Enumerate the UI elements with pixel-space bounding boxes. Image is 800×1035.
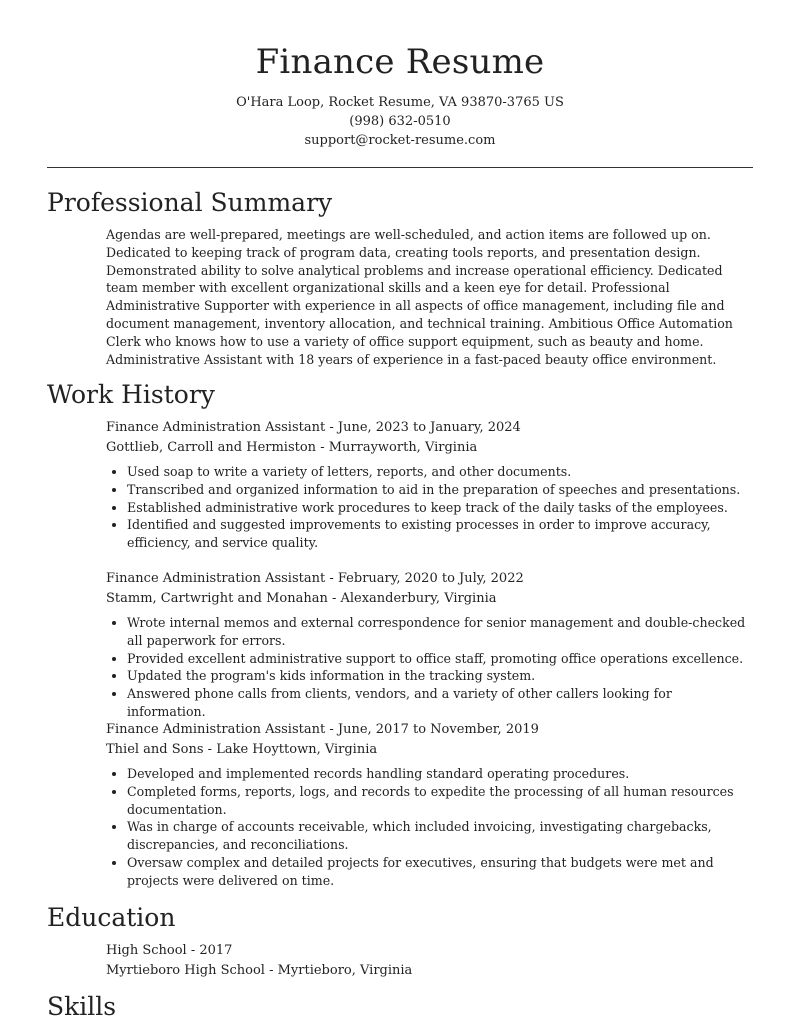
- contact-phone: (998) 632-0510: [349, 114, 451, 129]
- job-bullet: • Provided excellent administrative support to office staff, promoting office operations excellence.: [127, 650, 752, 668]
- job-bullet: • Used soap to write a variety of letters, reports, and other documents.: [127, 463, 752, 481]
- education-heading: Education: [47, 903, 176, 932]
- summary-heading: Professional Summary: [47, 188, 333, 217]
- job-bullet: • Was in charge of accounts receivable, which included invoicing, investigating chargebacks, discrepancies, and reconciliations.: [127, 818, 752, 854]
- job-entry: [106, 569, 752, 721]
- job-bullet: • Updated the program's kids information in the tracking system.: [127, 667, 752, 685]
- job-bullet: • Wrote internal memos and external correspondence for senior management and double-checked all paperwork for errors.: [127, 614, 752, 650]
- job-bullets: [106, 463, 752, 552]
- job-bullet: • Established administrative work procedures to keep track of the daily tasks of the employees.: [127, 499, 752, 517]
- job-bullet: • Identified and suggested improvements to existing processes in order to improve accuracy, efficiency, and service quality.: [127, 516, 752, 552]
- resume-header: [0, 40, 800, 150]
- job-bullet: • Oversaw complex and detailed projects for executives, ensuring that budgets were met and projects were delivered on time.: [127, 854, 752, 890]
- job-company-line: Stamm, Cartwright and Monahan - Alexanderbury, Virginia: [106, 590, 497, 606]
- job-bullets: [106, 614, 752, 721]
- education-entry: [106, 941, 752, 980]
- job-entry: [106, 720, 752, 890]
- job-company-line: Thiel and Sons - Lake Hoyttown, Virginia: [106, 741, 378, 757]
- summary-text: Agendas are well-prepared, meetings are well-scheduled, and action items are followed up on. Dedicated to keeping track of program data, creating tools reports, and presentation design. Demonstrated ability to solve analytical problems and increase operational efficiency. Dedicated team member with excellent organizational skills and a keen eye for detail. Professional Administrative Supporter with experience in all aspects of office management, including file and document management, inventory allocation, and technical training. Ambitious Office Automation Clerk who knows how to use a variety of office support equipment, such as beauty and home. Administrative Assistant with 18 years of experience in a fast-paced beauty office environment.: [106, 227, 733, 367]
- job-role-line: Finance Administration Assistant - February, 2020 to July, 2022: [106, 571, 524, 586]
- job-bullets: [106, 765, 752, 890]
- resume-title: Finance Resume: [255, 42, 545, 82]
- job-bullet: • Developed and implemented records handling standard operating procedures.: [127, 765, 752, 783]
- skills-heading: Skills: [47, 992, 117, 1021]
- job-role-line: Finance Administration Assistant - June, 2023 to January, 2024: [106, 420, 521, 435]
- education-school-line: Myrtieboro High School - Myrtieboro, Virginia: [106, 962, 413, 978]
- job-bullet: • Completed forms, reports, logs, and records to expedite the processing of all human resources documentation.: [127, 783, 752, 819]
- job-bullet: • Answered phone calls from clients, vendors, and a variety of other callers looking for information.: [127, 685, 752, 721]
- job-bullet: • Transcribed and organized information to aid in the preparation of speeches and presentations.: [127, 481, 752, 499]
- job-role-line: Finance Administration Assistant - June, 2017 to November, 2019: [106, 722, 539, 737]
- contact-email: support@rocket-resume.com: [304, 133, 496, 148]
- header-divider: [47, 167, 753, 168]
- work-history-heading: Work History: [47, 380, 215, 409]
- job-company-line: Gottlieb, Carroll and Hermiston - Murrayworth, Virginia: [106, 439, 478, 455]
- contact-address: O'Hara Loop, Rocket Resume, VA 93870-3765 US: [236, 95, 564, 110]
- education-degree-line: High School - 2017: [106, 943, 233, 958]
- job-entry: [106, 418, 752, 552]
